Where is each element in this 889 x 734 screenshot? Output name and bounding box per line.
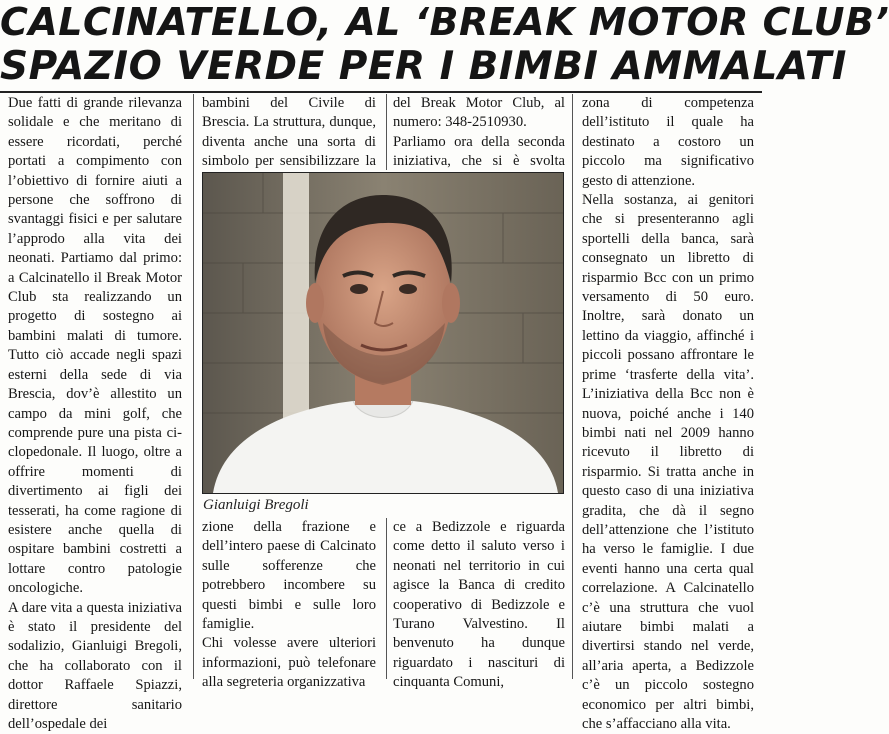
article-paragraph: zione della frazione e dell’intero paese di Calcinato sulle sofferenze che potrebbero incombere su questi bimbi e sulle loro famiglie. (202, 519, 376, 633)
column-divider (572, 94, 573, 679)
column-divider (386, 518, 387, 679)
photo-caption: Gianluigi Bregoli (203, 497, 309, 513)
article-paragraph: ce a Bedizzole e riguarda come detto il saluto verso i neonati nel territorio in cui agisce la Banca di credito cooperativo di Bedizzole e Turano Valvestino. Il benvenuto ha dunque riguardato i nascituri di cinquanta Comuni, (393, 519, 565, 691)
portrait-photo (202, 172, 564, 494)
column-divider (193, 94, 194, 679)
article-paragraph: del Break Motor Club, al numero: 348-2510930. (393, 95, 565, 131)
article-column-1 (8, 94, 182, 734)
article-paragraph: A dare vita a questa iniziativa è stato il presidente del sodalizio, Gianluigi Bregoli, che ha collaborato con il dottor Raffaele Spiazzi, direttore sanitario dell’ospedale dei (8, 599, 182, 732)
article-paragraph: Due fatti di grande rilevanza solidale e che meritano di essere ricordati, perché portati a compimento con l’obiettivo di fornire aiuti a persone che soffrono di svantaggi fisici e per salutare l’approdo alla vita dei neonati. Partiamo dal primo: a Calcinatello il Break Motor Club sta realizzando un progetto di sostegno ai bambini malati di tumore. Tutto ciò accade negli spazi esterni della sede di via Brescia, dov’è allestito un campo da mini golf, che comprende pure una pista ci-clopedonale. Il luogo, oltre a offrire momenti di divertimento ai figli dei tesserati, ha come ragione di esistere anche quella di ospitare bambini costretti a lottare contro patologie oncologiche. (8, 95, 182, 597)
article-paragraph: Parliamo ora della seconda iniziativa, che si è svolta (393, 133, 565, 170)
headline-rule (0, 91, 762, 93)
portrait-illustration (203, 173, 563, 493)
column-divider (386, 94, 387, 170)
article-paragraph: Nella sostanza, ai genitori che si presenteranno agli sportelli della banca, sarà consegnato un libretto di risparmio Bcc con un primo versamento di 50 euro. Inoltre, sarà donato un lettino da viaggio, affinché i piccoli possano affrontare le prime ‘trasferte della vita’. L’iniziativa della Bcc non è nuova, poiché anche i 140 bimbi nati nel 2009 hanno ricevuto il libretto di risparmio. Si tratta anche in questo caso di una iniziativa gradita, che dà il segno dell’attenzione che l’istituto ha verso le famiglie. I due eventi hanno una certa qual correlazione. A Calcinatello c’è una struttura che vuol aiutare bimbi malati a divertirsi stando nel verde, all’aria aperta, a Bedizzole c’è un piccolo sostegno economico per altri bimbi, che s’affacciano alla vita. (582, 192, 754, 732)
headline-line-2: SPAZIO VERDE PER I BIMBI AMMALATI (0, 44, 847, 89)
article-paragraph: bambini del Civile di Brescia. La struttura, dunque, diventa anche una sorta di simbolo per sensibilizzare la (202, 95, 376, 170)
article-paragraph: Chi volesse avere ulteriori informazioni, può telefonare alla segreteria organizzativa (202, 635, 376, 691)
article-column-2-bottom (202, 518, 376, 693)
article-paragraph: zona di competenza dell’istituto il quale ha destinato a costoro un piccolo ma significativo gesto di attenzione. (582, 95, 754, 189)
article-column-4 (582, 94, 754, 734)
article-column-3-bottom (393, 518, 565, 693)
headline-line-1: CALCINATELLO, AL ‘BREAK MOTOR CLUB’ (0, 0, 889, 44)
